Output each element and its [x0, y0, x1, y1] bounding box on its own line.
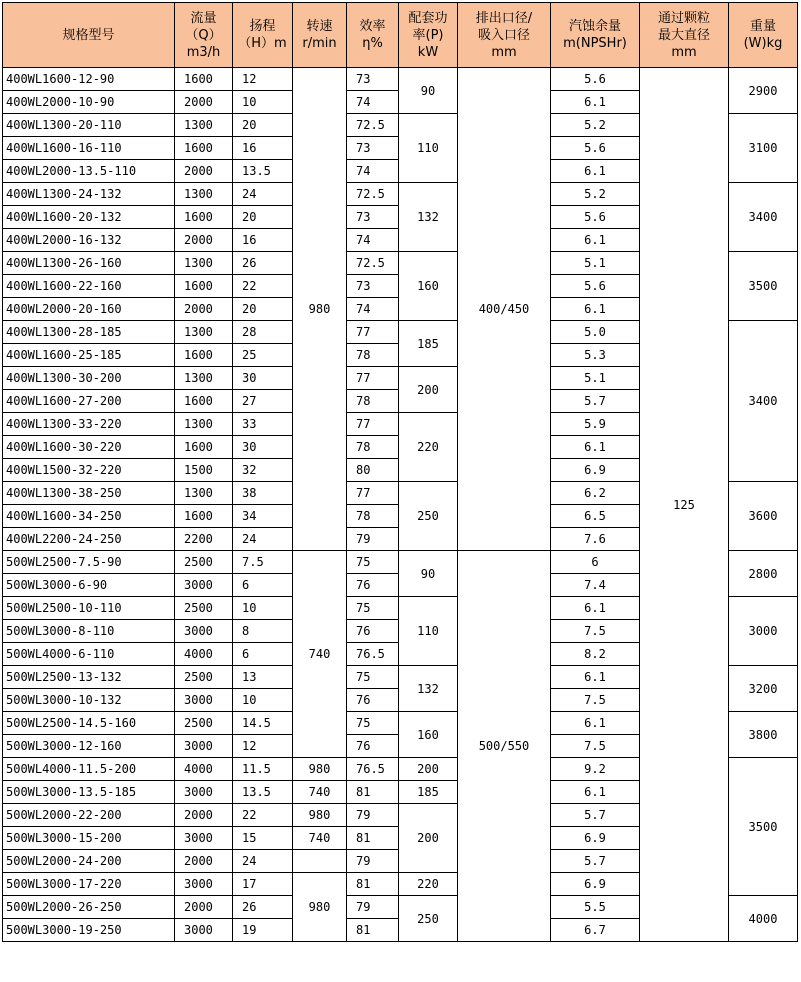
speed-cell: 740	[293, 781, 347, 804]
speed-cell: 980	[293, 873, 347, 942]
model-cell: 400WL1600-16-110	[3, 137, 175, 160]
head-cell: 10	[233, 689, 293, 712]
weight-cell: 3800	[729, 712, 798, 758]
header-speed: 转速 r/min	[293, 3, 347, 68]
flow-cell: 1600	[175, 275, 233, 298]
npsh-cell: 7.6	[551, 528, 640, 551]
npsh-cell: 5.9	[551, 413, 640, 436]
efficiency-cell: 77	[347, 367, 399, 390]
npsh-cell: 5.6	[551, 137, 640, 160]
head-cell: 28	[233, 321, 293, 344]
weight-cell: 4000	[729, 896, 798, 942]
head-cell: 13.5	[233, 781, 293, 804]
model-cell: 400WL2200-24-250	[3, 528, 175, 551]
flow-cell: 1300	[175, 183, 233, 206]
power-cell: 200	[399, 758, 458, 781]
model-cell: 500WL4000-11.5-200	[3, 758, 175, 781]
flow-cell: 2000	[175, 804, 233, 827]
head-cell: 15	[233, 827, 293, 850]
flow-cell: 2000	[175, 91, 233, 114]
head-cell: 22	[233, 804, 293, 827]
npsh-cell: 5.7	[551, 390, 640, 413]
flow-cell: 2500	[175, 666, 233, 689]
model-cell: 500WL3000-8-110	[3, 620, 175, 643]
weight-cell: 3000	[729, 597, 798, 666]
model-cell: 400WL2000-16-132	[3, 229, 175, 252]
npsh-cell: 5.0	[551, 321, 640, 344]
efficiency-cell: 77	[347, 482, 399, 505]
npsh-cell: 6.1	[551, 712, 640, 735]
weight-cell: 3400	[729, 321, 798, 482]
flow-cell: 1300	[175, 321, 233, 344]
head-cell: 13.5	[233, 160, 293, 183]
efficiency-cell: 76	[347, 735, 399, 758]
model-cell: 500WL3000-15-200	[3, 827, 175, 850]
power-cell: 200	[399, 367, 458, 413]
npsh-cell: 5.3	[551, 344, 640, 367]
head-cell: 24	[233, 528, 293, 551]
head-cell: 30	[233, 367, 293, 390]
flow-cell: 3000	[175, 873, 233, 896]
power-cell: 110	[399, 114, 458, 183]
npsh-cell: 6.1	[551, 229, 640, 252]
header-row	[3, 3, 798, 68]
flow-cell: 2000	[175, 896, 233, 919]
efficiency-cell: 81	[347, 827, 399, 850]
weight-cell: 3600	[729, 482, 798, 551]
model-cell: 400WL1300-26-160	[3, 252, 175, 275]
model-cell: 400WL1600-34-250	[3, 505, 175, 528]
model-cell: 500WL3000-10-132	[3, 689, 175, 712]
header-flow: 流量 （Q） m3/h	[175, 3, 233, 68]
efficiency-cell: 79	[347, 528, 399, 551]
flow-cell: 2500	[175, 712, 233, 735]
head-cell: 33	[233, 413, 293, 436]
flow-cell: 2000	[175, 229, 233, 252]
head-cell: 32	[233, 459, 293, 482]
flow-cell: 1600	[175, 505, 233, 528]
efficiency-cell: 72.5	[347, 252, 399, 275]
head-cell: 10	[233, 91, 293, 114]
weight-cell: 2900	[729, 68, 798, 114]
power-cell: 185	[399, 781, 458, 804]
model-cell: 500WL3000-19-250	[3, 919, 175, 942]
head-cell: 6	[233, 643, 293, 666]
efficiency-cell: 76.5	[347, 643, 399, 666]
npsh-cell: 6.1	[551, 160, 640, 183]
npsh-cell: 6.1	[551, 781, 640, 804]
efficiency-cell: 74	[347, 91, 399, 114]
power-cell: 160	[399, 252, 458, 321]
flow-cell: 1300	[175, 413, 233, 436]
head-cell: 22	[233, 275, 293, 298]
header-power: 配套功 率(P) kW	[399, 3, 458, 68]
model-cell: 500WL2500-10-110	[3, 597, 175, 620]
head-cell: 12	[233, 735, 293, 758]
power-cell: 220	[399, 413, 458, 482]
model-cell: 500WL4000-6-110	[3, 643, 175, 666]
efficiency-cell: 80	[347, 459, 399, 482]
head-cell: 20	[233, 114, 293, 137]
efficiency-cell: 74	[347, 229, 399, 252]
model-cell: 500WL2000-26-250	[3, 896, 175, 919]
header-model: 规格型号	[3, 3, 175, 68]
efficiency-cell: 75	[347, 712, 399, 735]
flow-cell: 3000	[175, 781, 233, 804]
head-cell: 14.5	[233, 712, 293, 735]
efficiency-cell: 81	[347, 919, 399, 942]
weight-cell: 3200	[729, 666, 798, 712]
power-cell: 110	[399, 597, 458, 666]
efficiency-cell: 81	[347, 781, 399, 804]
power-cell: 160	[399, 712, 458, 758]
head-cell: 6	[233, 574, 293, 597]
efficiency-cell: 76.5	[347, 758, 399, 781]
flow-cell: 1300	[175, 252, 233, 275]
head-cell: 13	[233, 666, 293, 689]
flow-cell: 2500	[175, 597, 233, 620]
npsh-cell: 6.9	[551, 459, 640, 482]
head-cell: 20	[233, 298, 293, 321]
npsh-cell: 7.5	[551, 735, 640, 758]
efficiency-cell: 79	[347, 896, 399, 919]
flow-cell: 1600	[175, 137, 233, 160]
efficiency-cell: 79	[347, 850, 399, 873]
efficiency-cell: 75	[347, 551, 399, 574]
speed-cell: 980	[293, 758, 347, 781]
head-cell: 24	[233, 183, 293, 206]
npsh-cell: 9.2	[551, 758, 640, 781]
npsh-cell: 6.5	[551, 505, 640, 528]
particle-cell: 125	[640, 68, 729, 942]
efficiency-cell: 76	[347, 574, 399, 597]
table-row	[3, 68, 798, 91]
header-particle: 通过颗粒 最大直径 mm	[640, 3, 729, 68]
model-cell: 400WL1600-20-132	[3, 206, 175, 229]
npsh-cell: 6.1	[551, 666, 640, 689]
flow-cell: 1600	[175, 436, 233, 459]
power-cell: 132	[399, 183, 458, 252]
head-cell: 25	[233, 344, 293, 367]
flow-cell: 4000	[175, 643, 233, 666]
npsh-cell: 8.2	[551, 643, 640, 666]
efficiency-cell: 78	[347, 505, 399, 528]
model-cell: 500WL3000-13.5-185	[3, 781, 175, 804]
npsh-cell: 6	[551, 551, 640, 574]
flow-cell: 2500	[175, 551, 233, 574]
model-cell: 400WL1300-28-185	[3, 321, 175, 344]
head-cell: 7.5	[233, 551, 293, 574]
flow-cell: 2000	[175, 850, 233, 873]
flow-cell: 3000	[175, 919, 233, 942]
head-cell: 16	[233, 229, 293, 252]
npsh-cell: 6.1	[551, 436, 640, 459]
speed-cell: 980	[293, 804, 347, 827]
model-cell: 400WL1300-20-110	[3, 114, 175, 137]
npsh-cell: 5.7	[551, 850, 640, 873]
efficiency-cell: 75	[347, 597, 399, 620]
head-cell: 38	[233, 482, 293, 505]
head-cell: 34	[233, 505, 293, 528]
head-cell: 11.5	[233, 758, 293, 781]
header-weight: 重量 (W)kg	[729, 3, 798, 68]
power-cell: 200	[399, 804, 458, 873]
efficiency-cell: 81	[347, 873, 399, 896]
efficiency-cell: 73	[347, 68, 399, 91]
head-cell: 19	[233, 919, 293, 942]
speed-cell: 980	[293, 68, 347, 551]
model-cell: 400WL1500-32-220	[3, 459, 175, 482]
flow-cell: 1600	[175, 344, 233, 367]
efficiency-cell: 78	[347, 390, 399, 413]
flow-cell: 2000	[175, 160, 233, 183]
model-cell: 500WL2000-24-200	[3, 850, 175, 873]
flow-cell: 3000	[175, 620, 233, 643]
model-cell: 400WL1600-30-220	[3, 436, 175, 459]
flow-cell: 2200	[175, 528, 233, 551]
diameter-cell: 500/550	[458, 551, 551, 942]
flow-cell: 1300	[175, 114, 233, 137]
efficiency-cell: 77	[347, 413, 399, 436]
model-cell: 500WL3000-6-90	[3, 574, 175, 597]
model-cell: 400WL2000-13.5-110	[3, 160, 175, 183]
model-cell: 500WL2000-22-200	[3, 804, 175, 827]
npsh-cell: 5.5	[551, 896, 640, 919]
npsh-cell: 5.2	[551, 183, 640, 206]
weight-cell: 3100	[729, 114, 798, 183]
header-npsh: 汽蚀余量 m(NPSHr)	[551, 3, 640, 68]
npsh-cell: 5.6	[551, 68, 640, 91]
head-cell: 30	[233, 436, 293, 459]
power-cell: 250	[399, 482, 458, 551]
npsh-cell: 5.7	[551, 804, 640, 827]
efficiency-cell: 77	[347, 321, 399, 344]
flow-cell: 1500	[175, 459, 233, 482]
efficiency-cell: 73	[347, 206, 399, 229]
efficiency-cell: 78	[347, 344, 399, 367]
model-cell: 500WL2500-13-132	[3, 666, 175, 689]
flow-cell: 1300	[175, 367, 233, 390]
flow-cell: 1600	[175, 68, 233, 91]
flow-cell: 1600	[175, 390, 233, 413]
flow-cell: 2000	[175, 298, 233, 321]
head-cell: 24	[233, 850, 293, 873]
npsh-cell: 5.1	[551, 367, 640, 390]
model-cell: 500WL2500-7.5-90	[3, 551, 175, 574]
npsh-cell: 5.6	[551, 275, 640, 298]
npsh-cell: 5.2	[551, 114, 640, 137]
efficiency-cell: 74	[347, 160, 399, 183]
power-cell: 132	[399, 666, 458, 712]
model-cell: 400WL1300-24-132	[3, 183, 175, 206]
head-cell: 26	[233, 252, 293, 275]
npsh-cell: 6.7	[551, 919, 640, 942]
speed-cell	[293, 850, 347, 873]
weight-cell: 2800	[729, 551, 798, 597]
npsh-cell: 5.1	[551, 252, 640, 275]
model-cell: 400WL2000-10-90	[3, 91, 175, 114]
model-cell: 400WL1600-12-90	[3, 68, 175, 91]
diameter-cell: 400/450	[458, 68, 551, 551]
table-body	[3, 68, 798, 942]
flow-cell: 1300	[175, 482, 233, 505]
speed-cell: 740	[293, 551, 347, 758]
flow-cell: 3000	[175, 735, 233, 758]
efficiency-cell: 76	[347, 620, 399, 643]
speed-cell: 740	[293, 827, 347, 850]
npsh-cell: 6.9	[551, 873, 640, 896]
power-cell: 250	[399, 896, 458, 942]
model-cell: 400WL1600-27-200	[3, 390, 175, 413]
flow-cell: 3000	[175, 827, 233, 850]
flow-cell: 4000	[175, 758, 233, 781]
npsh-cell: 7.5	[551, 620, 640, 643]
npsh-cell: 6.2	[551, 482, 640, 505]
npsh-cell: 7.4	[551, 574, 640, 597]
flow-cell: 1600	[175, 206, 233, 229]
npsh-cell: 7.5	[551, 689, 640, 712]
head-cell: 10	[233, 597, 293, 620]
efficiency-cell: 76	[347, 689, 399, 712]
flow-cell: 3000	[175, 574, 233, 597]
npsh-cell: 6.1	[551, 597, 640, 620]
flow-cell: 3000	[175, 689, 233, 712]
efficiency-cell: 75	[347, 666, 399, 689]
npsh-cell: 6.9	[551, 827, 640, 850]
header-head: 扬程 （H）m	[233, 3, 293, 68]
npsh-cell: 6.1	[551, 298, 640, 321]
model-cell: 400WL1600-22-160	[3, 275, 175, 298]
efficiency-cell: 72.5	[347, 183, 399, 206]
model-cell: 400WL1300-33-220	[3, 413, 175, 436]
efficiency-cell: 78	[347, 436, 399, 459]
head-cell: 27	[233, 390, 293, 413]
efficiency-cell: 79	[347, 804, 399, 827]
efficiency-cell: 72.5	[347, 114, 399, 137]
efficiency-cell: 74	[347, 298, 399, 321]
header-diameter: 排出口径/ 吸入口径 mm	[458, 3, 551, 68]
efficiency-cell: 73	[347, 137, 399, 160]
header-efficiency: 效率 η%	[347, 3, 399, 68]
head-cell: 16	[233, 137, 293, 160]
model-cell: 500WL3000-17-220	[3, 873, 175, 896]
model-cell: 500WL3000-12-160	[3, 735, 175, 758]
model-cell: 400WL1300-30-200	[3, 367, 175, 390]
pump-spec-table	[2, 2, 798, 942]
weight-cell: 3500	[729, 758, 798, 896]
npsh-cell: 5.6	[551, 206, 640, 229]
power-cell: 90	[399, 551, 458, 597]
power-cell: 220	[399, 873, 458, 896]
efficiency-cell: 73	[347, 275, 399, 298]
head-cell: 8	[233, 620, 293, 643]
weight-cell: 3500	[729, 252, 798, 321]
power-cell: 90	[399, 68, 458, 114]
head-cell: 17	[233, 873, 293, 896]
weight-cell: 3400	[729, 183, 798, 252]
model-cell: 500WL2500-14.5-160	[3, 712, 175, 735]
power-cell: 185	[399, 321, 458, 367]
model-cell: 400WL1300-38-250	[3, 482, 175, 505]
model-cell: 400WL1600-25-185	[3, 344, 175, 367]
head-cell: 26	[233, 896, 293, 919]
npsh-cell: 6.1	[551, 91, 640, 114]
model-cell: 400WL2000-20-160	[3, 298, 175, 321]
head-cell: 20	[233, 206, 293, 229]
head-cell: 12	[233, 68, 293, 91]
